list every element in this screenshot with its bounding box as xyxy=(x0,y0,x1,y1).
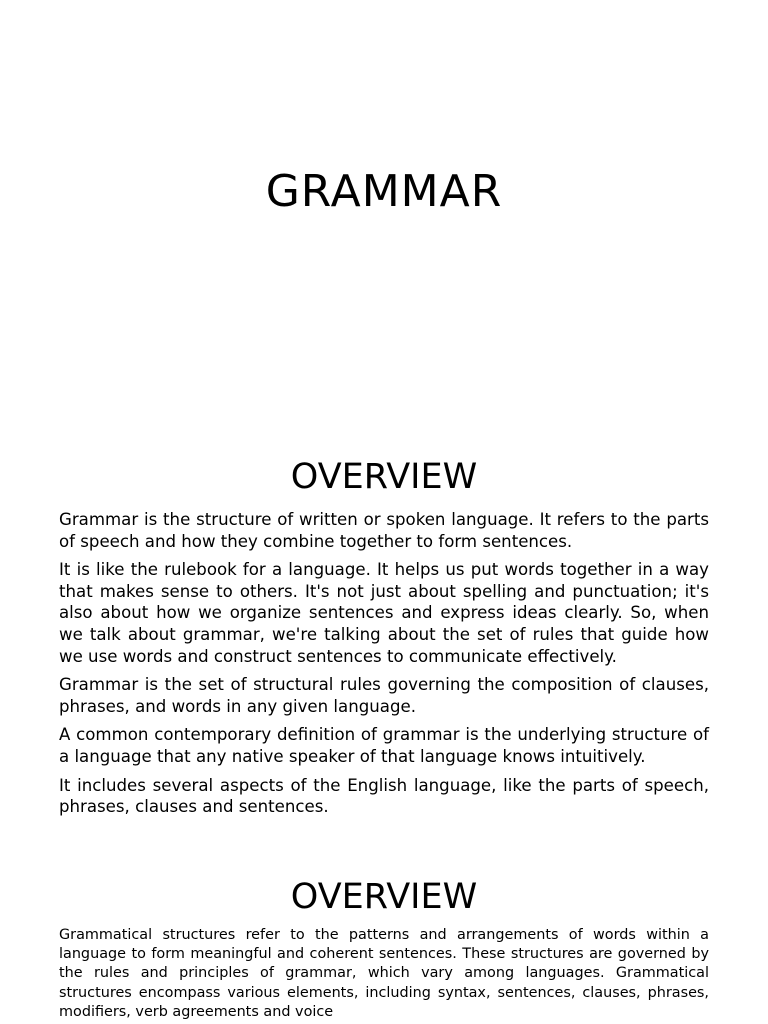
paragraph: A common contemporary definition of grammar is the underlying structure of a language that any native speaker of that language knows intuitively. xyxy=(59,725,709,766)
paragraph: It is like the rulebook for a language. It helps us put words together in a way that makes sense to others. It's not just about spelling and punctuation; it's also about how we organize sentences and express ideas clearly. So, when we talk about grammar, we're talking about the set of rules that guide how we use words and construct sentences to communicate effectively. xyxy=(59,560,709,666)
page-title: GRAMMAR xyxy=(265,166,503,217)
title-slide xyxy=(0,0,768,420)
paragraph: Grammar is the set of structural rules governing the composition of clauses, phrases, and words in any given language. xyxy=(59,675,709,716)
overview-1-body xyxy=(59,509,709,825)
paragraph: It includes several aspects of the English language, like the parts of speech, phrases, clauses and sentences. xyxy=(59,775,709,817)
overview-heading-1: OVERVIEW xyxy=(290,457,478,497)
overview-2-body xyxy=(59,926,709,1022)
paragraph: Grammar is the structure of written or spoken language. It refers to the parts of speech and how they combine together to form sentences. xyxy=(59,510,709,551)
overview-heading-2: OVERVIEW xyxy=(290,877,478,917)
paragraph: Grammatical structures refer to the patterns and arrangements of words within a language to form meaningful and coherent sentences. These structures are governed by the rules and principles of grammar, which vary among languages. Grammatical structures encompass various elements, including syntax, sentences, clauses, phrases, modifiers, verb agreements and voice xyxy=(59,927,709,1020)
